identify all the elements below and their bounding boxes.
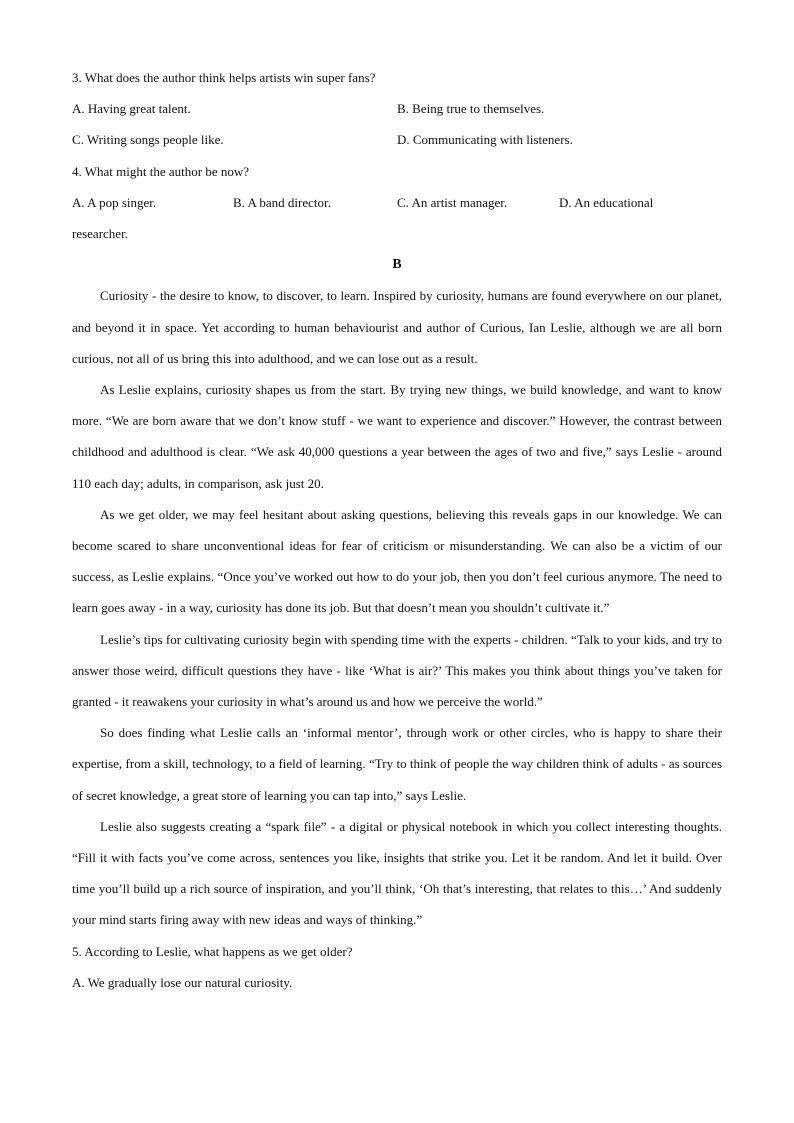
question-4: 4. What might the author be now?: [72, 163, 250, 179]
q4-option-c[interactable]: C. An artist manager.: [397, 194, 508, 210]
passage-paragraph-6: Leslie also suggests creating a “spark file” - a digital or physical notebook in which you collect interesting thoughts. “Fill it with facts you’ve come across, sentences you like, insights that strike you. Let it be random. And let it build. Over time you’ll build up a rich source of inspiration, and you’ll think, ‘Oh that’s interesting, that relates to this…’ And suddenly your mind starts firing away with new ideas and ways of thinking.”: [72, 818, 722, 928]
q3-option-d[interactable]: D. Communicating with listeners.: [397, 132, 573, 148]
passage-paragraph-1: Curiosity - the desire to know, to discover, to learn. Inspired by curiosity, humans are found everywhere on our planet, and beyond it in space. Yet according to human behaviourist and author of Curious, Ian Leslie, although we are all born curious, not all of us bring this into adulthood, and we can lose out as a result.: [72, 288, 722, 366]
passage-paragraph-2: As Leslie explains, curiosity shapes us from the start. By trying new things, we build knowledge, and want to know more. “We are born aware that we don’t know stuff - we want to experience and discover.” However, the contrast between childhood and adulthood is clear. “We ask 40,000 questions a year between the ages of two and five,” says Leslie - around 110 each day; adults, in comparison, ask just 20.: [72, 381, 722, 491]
q3-option-b[interactable]: B. Being true to themselves.: [397, 101, 545, 117]
question-3-options-row-2: [72, 124, 722, 155]
passage-paragraph-5: So does finding what Leslie calls an ‘informal mentor’, through work or other circles, who is happy to share their expertise, from a skill, technology, to a field of learning. “Try to think of people the way children think of adults - as sources of secret knowledge, a great store of learning you can tap into,” says Leslie.: [72, 725, 722, 803]
passage-paragraph-4: Leslie’s tips for cultivating curiosity begin with spending time with the experts - children. “Talk to your kids, and try to answer those weird, difficult questions they have - like ‘What is air?’ This makes you think about things you’ve taken for granted - it reawakens your curiosity in what’s around us and how we perceive the world.”: [72, 631, 722, 709]
question-5: 5. According to Leslie, what happens as we get older?: [72, 943, 353, 959]
question-3: 3. What does the author think helps artists win super fans?: [72, 70, 376, 85]
passage-paragraph-3: As we get older, we may feel hesitant about asking questions, believing this reveals gaps in our knowledge. We can become scared to share unconventional ideas for fear of criticism or misunderstanding. We can also be a victim of our success, as Leslie explains. “Once you’ve worked out how to do your job, then you don’t feel curious anymore. The need to learn goes away - in a way, curiosity has done its job. But that doesn’t mean you shouldn’t cultivate it.”: [72, 506, 722, 616]
passage-title: B: [392, 257, 402, 273]
q4-option-b[interactable]: B. A band director.: [233, 194, 331, 210]
exam-page: [72, 62, 722, 998]
q3-option-a[interactable]: A. Having great talent.: [72, 101, 191, 117]
q5-option-a[interactable]: A. We gradually lose our natural curiosity.: [72, 974, 293, 990]
q3-option-c[interactable]: C. Writing songs people like.: [72, 132, 224, 148]
q4-option-a[interactable]: A. A pop singer.: [72, 194, 157, 210]
question-4-options-row: [72, 187, 722, 218]
question-3-options-row-1: [72, 93, 722, 124]
q4-option-d-continuation: researcher.: [72, 225, 128, 241]
q4-option-d[interactable]: D. An educational: [559, 194, 654, 210]
